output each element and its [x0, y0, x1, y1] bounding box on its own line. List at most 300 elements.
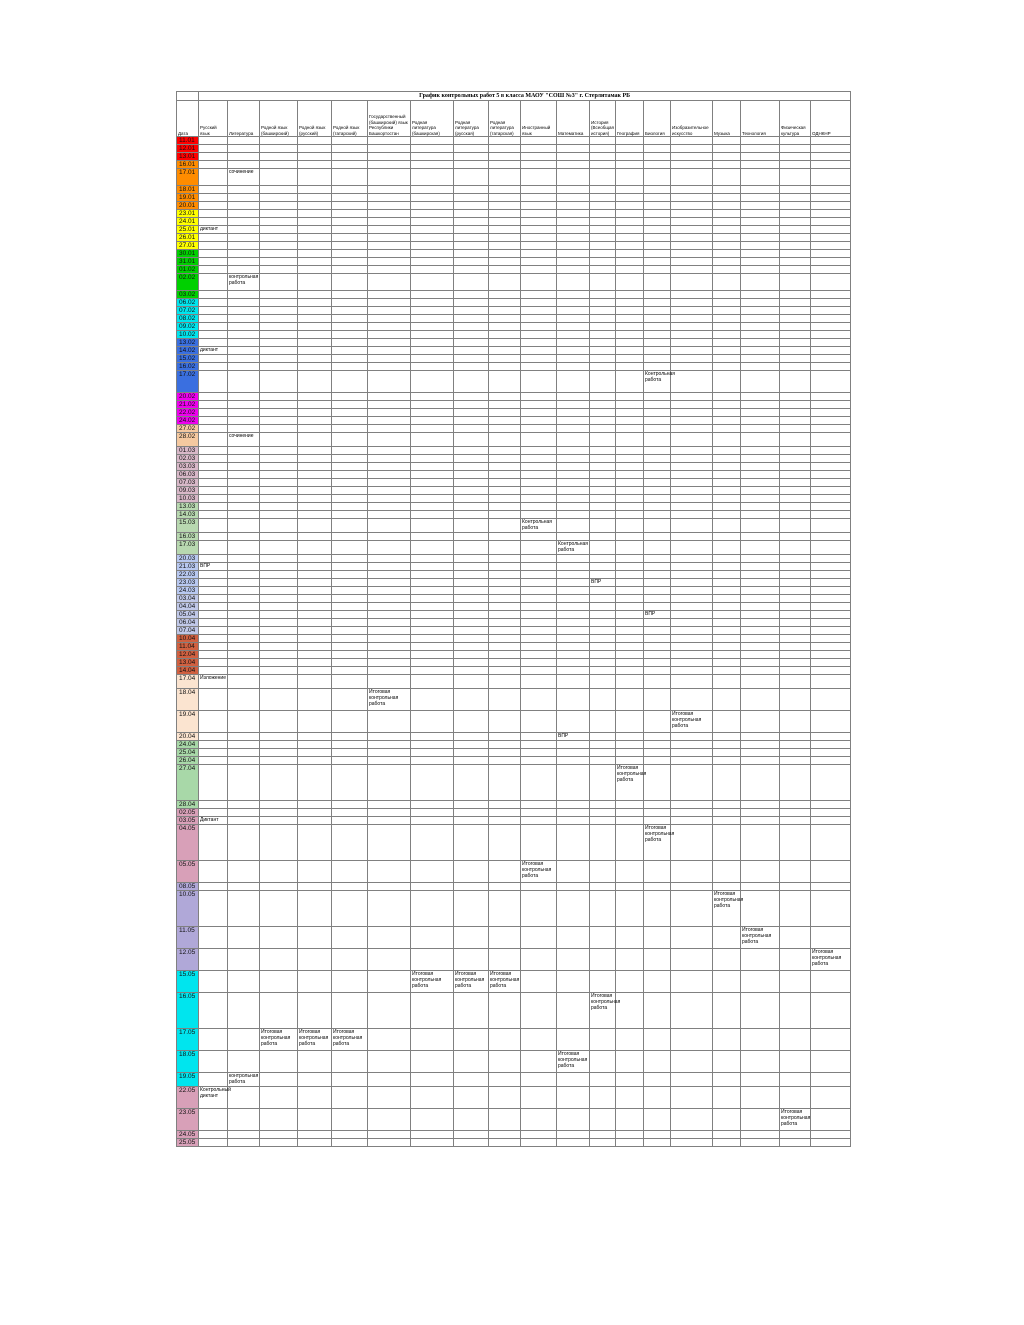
- date-cell: 25.04: [177, 749, 199, 757]
- empty-cell: [332, 627, 368, 635]
- empty-cell: [521, 323, 557, 331]
- empty-cell: [780, 659, 811, 667]
- date-cell: 10.02: [177, 331, 199, 339]
- empty-cell: [228, 711, 260, 733]
- empty-cell: [557, 274, 590, 291]
- table-row: [177, 425, 851, 433]
- empty-cell: [260, 1051, 298, 1073]
- empty-cell: [298, 409, 332, 417]
- table-row: [177, 409, 851, 417]
- empty-cell: [332, 186, 368, 194]
- empty-cell: [454, 817, 489, 825]
- date-cell: 17.05: [177, 1029, 199, 1051]
- empty-cell: [811, 579, 851, 587]
- table-row: [177, 861, 851, 883]
- empty-cell: [741, 643, 780, 651]
- empty-cell: [332, 409, 368, 417]
- empty-cell: [671, 495, 713, 503]
- empty-cell: [228, 817, 260, 825]
- empty-cell: [557, 315, 590, 323]
- empty-cell: [260, 409, 298, 417]
- table-row: [177, 1109, 851, 1131]
- empty-cell: [368, 519, 411, 533]
- empty-cell: [411, 234, 454, 242]
- empty-cell: [616, 817, 644, 825]
- column-header-art: Изобразительное искусство: [671, 101, 713, 137]
- empty-cell: [521, 299, 557, 307]
- event-cell-gos: Итоговая контрольная работа: [368, 689, 411, 711]
- table-row: [177, 274, 851, 291]
- empty-cell: [811, 331, 851, 339]
- empty-cell: [557, 409, 590, 417]
- table-row: [177, 487, 851, 495]
- empty-cell: [411, 1131, 454, 1139]
- empty-cell: [454, 1139, 489, 1147]
- date-cell: 23.01: [177, 210, 199, 218]
- empty-cell: [411, 393, 454, 401]
- empty-cell: [811, 675, 851, 689]
- empty-cell: [741, 307, 780, 315]
- empty-cell: [811, 258, 851, 266]
- empty-cell: [228, 455, 260, 463]
- empty-cell: [368, 809, 411, 817]
- table-row: [177, 891, 851, 927]
- empty-cell: [332, 619, 368, 627]
- table-row: [177, 675, 851, 689]
- empty-cell: [590, 571, 616, 579]
- empty-cell: [521, 619, 557, 627]
- empty-cell: [811, 161, 851, 169]
- empty-cell: [454, 891, 489, 927]
- empty-cell: [811, 447, 851, 455]
- empty-cell: [298, 711, 332, 733]
- empty-cell: [557, 145, 590, 153]
- empty-cell: [298, 447, 332, 455]
- empty-cell: [713, 971, 741, 993]
- empty-cell: [780, 355, 811, 363]
- empty-cell: [741, 801, 780, 809]
- empty-cell: [671, 202, 713, 210]
- empty-cell: [557, 331, 590, 339]
- empty-cell: [671, 1131, 713, 1139]
- empty-cell: [741, 675, 780, 689]
- empty-cell: [228, 299, 260, 307]
- empty-cell: [616, 993, 644, 1029]
- date-cell: 26.04: [177, 757, 199, 765]
- empty-cell: [713, 145, 741, 153]
- empty-cell: [521, 226, 557, 234]
- empty-cell: [811, 363, 851, 371]
- empty-cell: [454, 801, 489, 809]
- empty-cell: [454, 619, 489, 627]
- empty-cell: [298, 643, 332, 651]
- empty-cell: [199, 733, 228, 741]
- empty-cell: [811, 571, 851, 579]
- date-cell: 12.01: [177, 145, 199, 153]
- empty-cell: [228, 145, 260, 153]
- empty-cell: [454, 503, 489, 511]
- empty-cell: [713, 315, 741, 323]
- empty-cell: [557, 891, 590, 927]
- date-cell: 19.05: [177, 1073, 199, 1087]
- empty-cell: [298, 825, 332, 861]
- empty-cell: [411, 1087, 454, 1109]
- empty-cell: [644, 186, 671, 194]
- empty-cell: [454, 291, 489, 299]
- empty-cell: [260, 927, 298, 949]
- empty-cell: [228, 347, 260, 355]
- empty-cell: [489, 417, 521, 425]
- empty-cell: [332, 161, 368, 169]
- empty-cell: [199, 741, 228, 749]
- empty-cell: [557, 555, 590, 563]
- empty-cell: [411, 258, 454, 266]
- empty-cell: [616, 393, 644, 401]
- empty-cell: [332, 511, 368, 519]
- empty-cell: [199, 401, 228, 409]
- empty-cell: [644, 299, 671, 307]
- empty-cell: [780, 603, 811, 611]
- empty-cell: [489, 137, 521, 145]
- empty-cell: [228, 161, 260, 169]
- empty-cell: [616, 757, 644, 765]
- empty-cell: [228, 749, 260, 757]
- empty-cell: [590, 651, 616, 659]
- column-header-natlit_bash: Родная литература (башкирская): [411, 101, 454, 137]
- empty-cell: [616, 425, 644, 433]
- empty-cell: [671, 447, 713, 455]
- date-cell: 20.01: [177, 202, 199, 210]
- empty-cell: [780, 153, 811, 161]
- empty-cell: [199, 643, 228, 651]
- empty-cell: [332, 274, 368, 291]
- empty-cell: [644, 801, 671, 809]
- table-row: [177, 226, 851, 234]
- empty-cell: [260, 455, 298, 463]
- empty-cell: [454, 667, 489, 675]
- empty-cell: [199, 571, 228, 579]
- empty-cell: [199, 1073, 228, 1087]
- event-cell-music: Итоговая контрольная работа: [713, 891, 741, 927]
- empty-cell: [557, 447, 590, 455]
- empty-cell: [644, 749, 671, 757]
- empty-cell: [489, 651, 521, 659]
- empty-cell: [411, 145, 454, 153]
- empty-cell: [557, 137, 590, 145]
- empty-cell: [741, 363, 780, 371]
- empty-cell: [298, 971, 332, 993]
- empty-cell: [228, 363, 260, 371]
- empty-cell: [811, 463, 851, 471]
- empty-cell: [741, 234, 780, 242]
- table-row: [177, 883, 851, 891]
- empty-cell: [368, 258, 411, 266]
- empty-cell: [616, 218, 644, 226]
- empty-cell: [741, 741, 780, 749]
- date-cell: 14.02: [177, 347, 199, 355]
- empty-cell: [811, 425, 851, 433]
- empty-cell: [260, 234, 298, 242]
- date-cell: 06.04: [177, 619, 199, 627]
- empty-cell: [713, 258, 741, 266]
- empty-cell: [780, 611, 811, 619]
- date-cell: 12.05: [177, 949, 199, 971]
- empty-cell: [199, 487, 228, 495]
- empty-cell: [228, 371, 260, 393]
- empty-cell: [644, 1087, 671, 1109]
- empty-cell: [489, 323, 521, 331]
- empty-cell: [671, 455, 713, 463]
- empty-cell: [616, 417, 644, 425]
- empty-cell: [811, 471, 851, 479]
- empty-cell: [332, 519, 368, 533]
- date-cell: 18.01: [177, 186, 199, 194]
- empty-cell: [332, 433, 368, 447]
- header-row: [177, 101, 851, 137]
- empty-cell: [741, 202, 780, 210]
- empty-cell: [671, 861, 713, 883]
- empty-cell: [332, 689, 368, 711]
- empty-cell: [454, 145, 489, 153]
- empty-cell: [780, 186, 811, 194]
- empty-cell: [780, 533, 811, 541]
- empty-cell: [368, 161, 411, 169]
- empty-cell: [713, 1087, 741, 1109]
- empty-cell: [298, 299, 332, 307]
- empty-cell: [713, 587, 741, 595]
- empty-cell: [228, 339, 260, 347]
- empty-cell: [590, 883, 616, 891]
- empty-cell: [741, 355, 780, 363]
- table-row: [177, 651, 851, 659]
- empty-cell: [671, 315, 713, 323]
- empty-cell: [489, 949, 521, 971]
- empty-cell: [616, 533, 644, 541]
- empty-cell: [741, 1109, 780, 1131]
- empty-cell: [671, 463, 713, 471]
- empty-cell: [454, 1131, 489, 1139]
- empty-cell: [298, 371, 332, 393]
- empty-cell: [489, 741, 521, 749]
- empty-cell: [521, 1087, 557, 1109]
- empty-cell: [713, 749, 741, 757]
- column-header-odnknr: ОДНКНР: [811, 101, 851, 137]
- empty-cell: [713, 393, 741, 401]
- empty-cell: [332, 315, 368, 323]
- empty-cell: [489, 757, 521, 765]
- empty-cell: [454, 258, 489, 266]
- empty-cell: [411, 949, 454, 971]
- empty-cell: [557, 363, 590, 371]
- empty-cell: [332, 210, 368, 218]
- empty-cell: [368, 307, 411, 315]
- empty-cell: [298, 1139, 332, 1147]
- event-cell-math: Контрольная работа: [558, 541, 588, 553]
- empty-cell: [590, 627, 616, 635]
- empty-cell: [713, 323, 741, 331]
- empty-cell: [260, 1087, 298, 1109]
- empty-cell: [332, 331, 368, 339]
- empty-cell: [298, 145, 332, 153]
- empty-cell: [260, 169, 298, 186]
- empty-cell: [199, 611, 228, 619]
- event-cell-rus: Контрольный диктант: [199, 1087, 228, 1109]
- empty-cell: [741, 667, 780, 675]
- empty-cell: [644, 274, 671, 291]
- empty-cell: [671, 627, 713, 635]
- empty-cell: [811, 371, 851, 393]
- empty-cell: [780, 274, 811, 291]
- empty-cell: [411, 883, 454, 891]
- empty-cell: [780, 258, 811, 266]
- empty-cell: [671, 1073, 713, 1087]
- empty-cell: [713, 1051, 741, 1073]
- empty-cell: [489, 541, 521, 555]
- empty-cell: [411, 355, 454, 363]
- empty-cell: [616, 401, 644, 409]
- empty-cell: [332, 927, 368, 949]
- empty-cell: [489, 1051, 521, 1073]
- empty-cell: [368, 266, 411, 274]
- empty-cell: [260, 266, 298, 274]
- empty-cell: [489, 355, 521, 363]
- empty-cell: [616, 409, 644, 417]
- empty-cell: [368, 971, 411, 993]
- empty-cell: [260, 1139, 298, 1147]
- empty-cell: [368, 635, 411, 643]
- date-cell: 18.05: [177, 1051, 199, 1073]
- event-cell-bio: ВПР: [644, 611, 671, 619]
- empty-cell: [521, 563, 557, 571]
- empty-cell: [298, 809, 332, 817]
- empty-cell: [811, 927, 851, 949]
- date-cell: 16.03: [177, 533, 199, 541]
- empty-cell: [811, 689, 851, 711]
- empty-cell: [557, 202, 590, 210]
- empty-cell: [780, 347, 811, 355]
- empty-cell: [260, 137, 298, 145]
- empty-cell: [199, 1109, 228, 1131]
- empty-cell: [298, 266, 332, 274]
- empty-cell: [454, 741, 489, 749]
- empty-cell: [590, 643, 616, 651]
- empty-cell: [713, 825, 741, 861]
- empty-cell: [332, 579, 368, 587]
- empty-cell: [228, 891, 260, 927]
- empty-cell: [199, 809, 228, 817]
- column-header-tech: Технология: [741, 101, 780, 137]
- column-header-pe: Физическая культура: [780, 101, 811, 137]
- empty-cell: [616, 331, 644, 339]
- empty-cell: [298, 331, 332, 339]
- empty-cell: [644, 495, 671, 503]
- empty-cell: [260, 299, 298, 307]
- date-cell: 03.03: [177, 463, 199, 471]
- empty-cell: [644, 643, 671, 651]
- empty-cell: [644, 883, 671, 891]
- empty-cell: [616, 949, 644, 971]
- empty-cell: [616, 503, 644, 511]
- empty-cell: [228, 307, 260, 315]
- table-row: [177, 635, 851, 643]
- empty-cell: [590, 635, 616, 643]
- date-cell: 03.05: [177, 817, 199, 825]
- empty-cell: [713, 186, 741, 194]
- date-cell: 22.05: [177, 1087, 199, 1109]
- empty-cell: [298, 733, 332, 741]
- empty-cell: [199, 667, 228, 675]
- empty-cell: [199, 1029, 228, 1051]
- table-row: [177, 993, 851, 1029]
- table-row: [177, 817, 851, 825]
- empty-cell: [590, 801, 616, 809]
- empty-cell: [521, 331, 557, 339]
- empty-cell: [332, 675, 368, 689]
- empty-cell: [644, 503, 671, 511]
- empty-cell: [199, 1051, 228, 1073]
- event-cell-lit: контрольная работа: [229, 1073, 259, 1085]
- empty-cell: [521, 571, 557, 579]
- empty-cell: [644, 393, 671, 401]
- empty-cell: [454, 595, 489, 603]
- table-row: [177, 1139, 851, 1147]
- empty-cell: [671, 226, 713, 234]
- date-cell: 22.03: [177, 571, 199, 579]
- empty-cell: [368, 433, 411, 447]
- empty-cell: [671, 393, 713, 401]
- empty-cell: [644, 250, 671, 258]
- empty-cell: [811, 627, 851, 635]
- empty-cell: [780, 861, 811, 883]
- empty-cell: [368, 331, 411, 339]
- empty-cell: [454, 355, 489, 363]
- empty-cell: [590, 463, 616, 471]
- empty-cell: [260, 153, 298, 161]
- empty-cell: [368, 579, 411, 587]
- empty-cell: [590, 210, 616, 218]
- empty-cell: [298, 210, 332, 218]
- date-cell: 10.05: [177, 891, 199, 927]
- date-cell: 09.03: [177, 487, 199, 495]
- empty-cell: [332, 563, 368, 571]
- empty-cell: [454, 202, 489, 210]
- empty-cell: [332, 861, 368, 883]
- empty-cell: [228, 210, 260, 218]
- table-row: [177, 611, 851, 619]
- empty-cell: [411, 169, 454, 186]
- empty-cell: [557, 307, 590, 315]
- empty-cell: [590, 455, 616, 463]
- empty-cell: [616, 1051, 644, 1073]
- empty-cell: [228, 479, 260, 487]
- empty-cell: [368, 274, 411, 291]
- empty-cell: [780, 1139, 811, 1147]
- empty-cell: [332, 711, 368, 733]
- date-cell: 24.02: [177, 417, 199, 425]
- empty-cell: [557, 1087, 590, 1109]
- empty-cell: [557, 1073, 590, 1087]
- empty-cell: [616, 363, 644, 371]
- empty-cell: [298, 495, 332, 503]
- empty-cell: [713, 611, 741, 619]
- empty-cell: [557, 347, 590, 355]
- empty-cell: [713, 667, 741, 675]
- date-cell: 24.04: [177, 741, 199, 749]
- empty-cell: [557, 619, 590, 627]
- table-row: [177, 1073, 851, 1087]
- empty-cell: [590, 891, 616, 927]
- empty-cell: [644, 1131, 671, 1139]
